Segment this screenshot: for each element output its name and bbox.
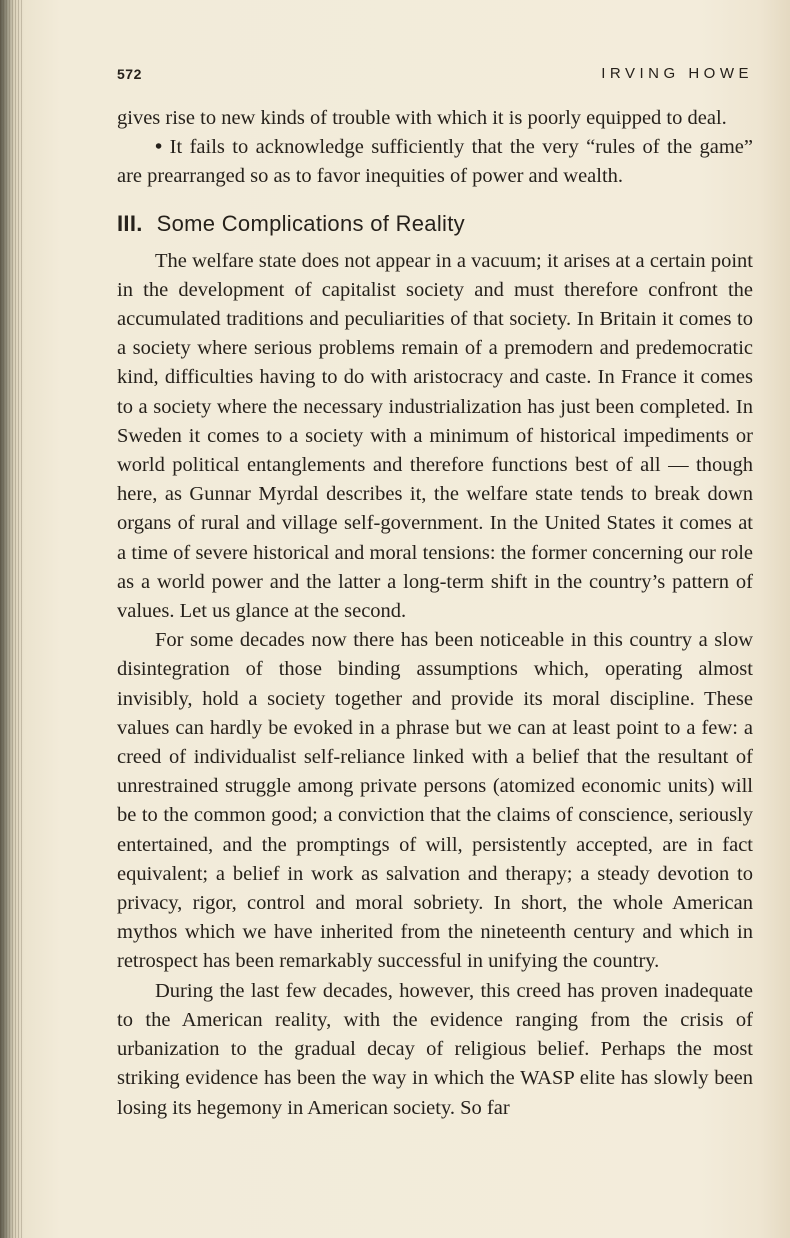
- section-number: III.: [117, 210, 143, 236]
- paragraph: For some decades now there has been noticeable in this country a slow disintegration of those binding assumptions which, operating almost invisibly, hold a society together and provide its moral discipline. These values can hardly be evoked in a phrase but we can at least point to a few: a creed of individualist self-reliance linked with a belief that the resultant of unrestrained struggle among private persons (atomized economic units) will be to the common good; a conviction that the claims of conscience, seriously entertained, and the promptings of will, persistently accepted, are in fact equivalent; a belief in work as salvation and therapy; a steady devotion to privacy, rigor, control and moral sobriety. In short, the whole American mythos which we have inherited from the nineteenth century and which in retrospect has been remarkably successful in unifying the country.: [117, 629, 753, 973]
- paragraph: The welfare state does not appear in a vacuum; it arises at a certain point in the development of capitalist society and must therefore confront the accumulated traditions and peculiarities of that society. In Britain it comes to a society where serious problems remain of a premodern and predemocratic kind, difficulties having to do with aristocracy and caste. In France it comes to a society where the necessary industrialization has just been completed. In Sweden it comes to a society with a minimum of historical impediments or world political entanglements and therefore functions best of all — though here, as Gunnar Myrdal describes it, the welfare state tends to break down organs of rural and village self-government. In the United States it comes at a time of severe historical and moral tensions: the former concerning our role as a world power and the latter a long-term shift in the country’s pattern of values. Let us glance at the second.: [117, 249, 753, 623]
- paragraph: During the last few decades, however, this creed has proven inadequate to the American reality, with the evidence ranging from the crisis of urbanization to the gradual decay of religious belief. Perhaps the most striking evidence has been the way in which the WASP elite has slowly been losing its hegemony in American society. So far: [117, 979, 753, 1119]
- bullet-text: It fails to acknowledge sufficiently that the very “rules of the game” are prearranged so as to favor inequities of power and wealth.: [117, 136, 754, 188]
- bullet-paragraph: [117, 133, 753, 191]
- running-head-author: IRVING HOWE: [601, 65, 753, 82]
- running-head: [117, 64, 753, 86]
- body-text: [117, 104, 753, 1123]
- bullet-icon: •: [155, 136, 163, 159]
- section-title: Some Complications of Reality: [156, 210, 465, 236]
- page-number: 572: [117, 66, 142, 82]
- paragraph-continued: gives rise to new kinds of trouble with which it is poorly equipped to deal.: [117, 107, 727, 129]
- section-heading: [117, 209, 753, 239]
